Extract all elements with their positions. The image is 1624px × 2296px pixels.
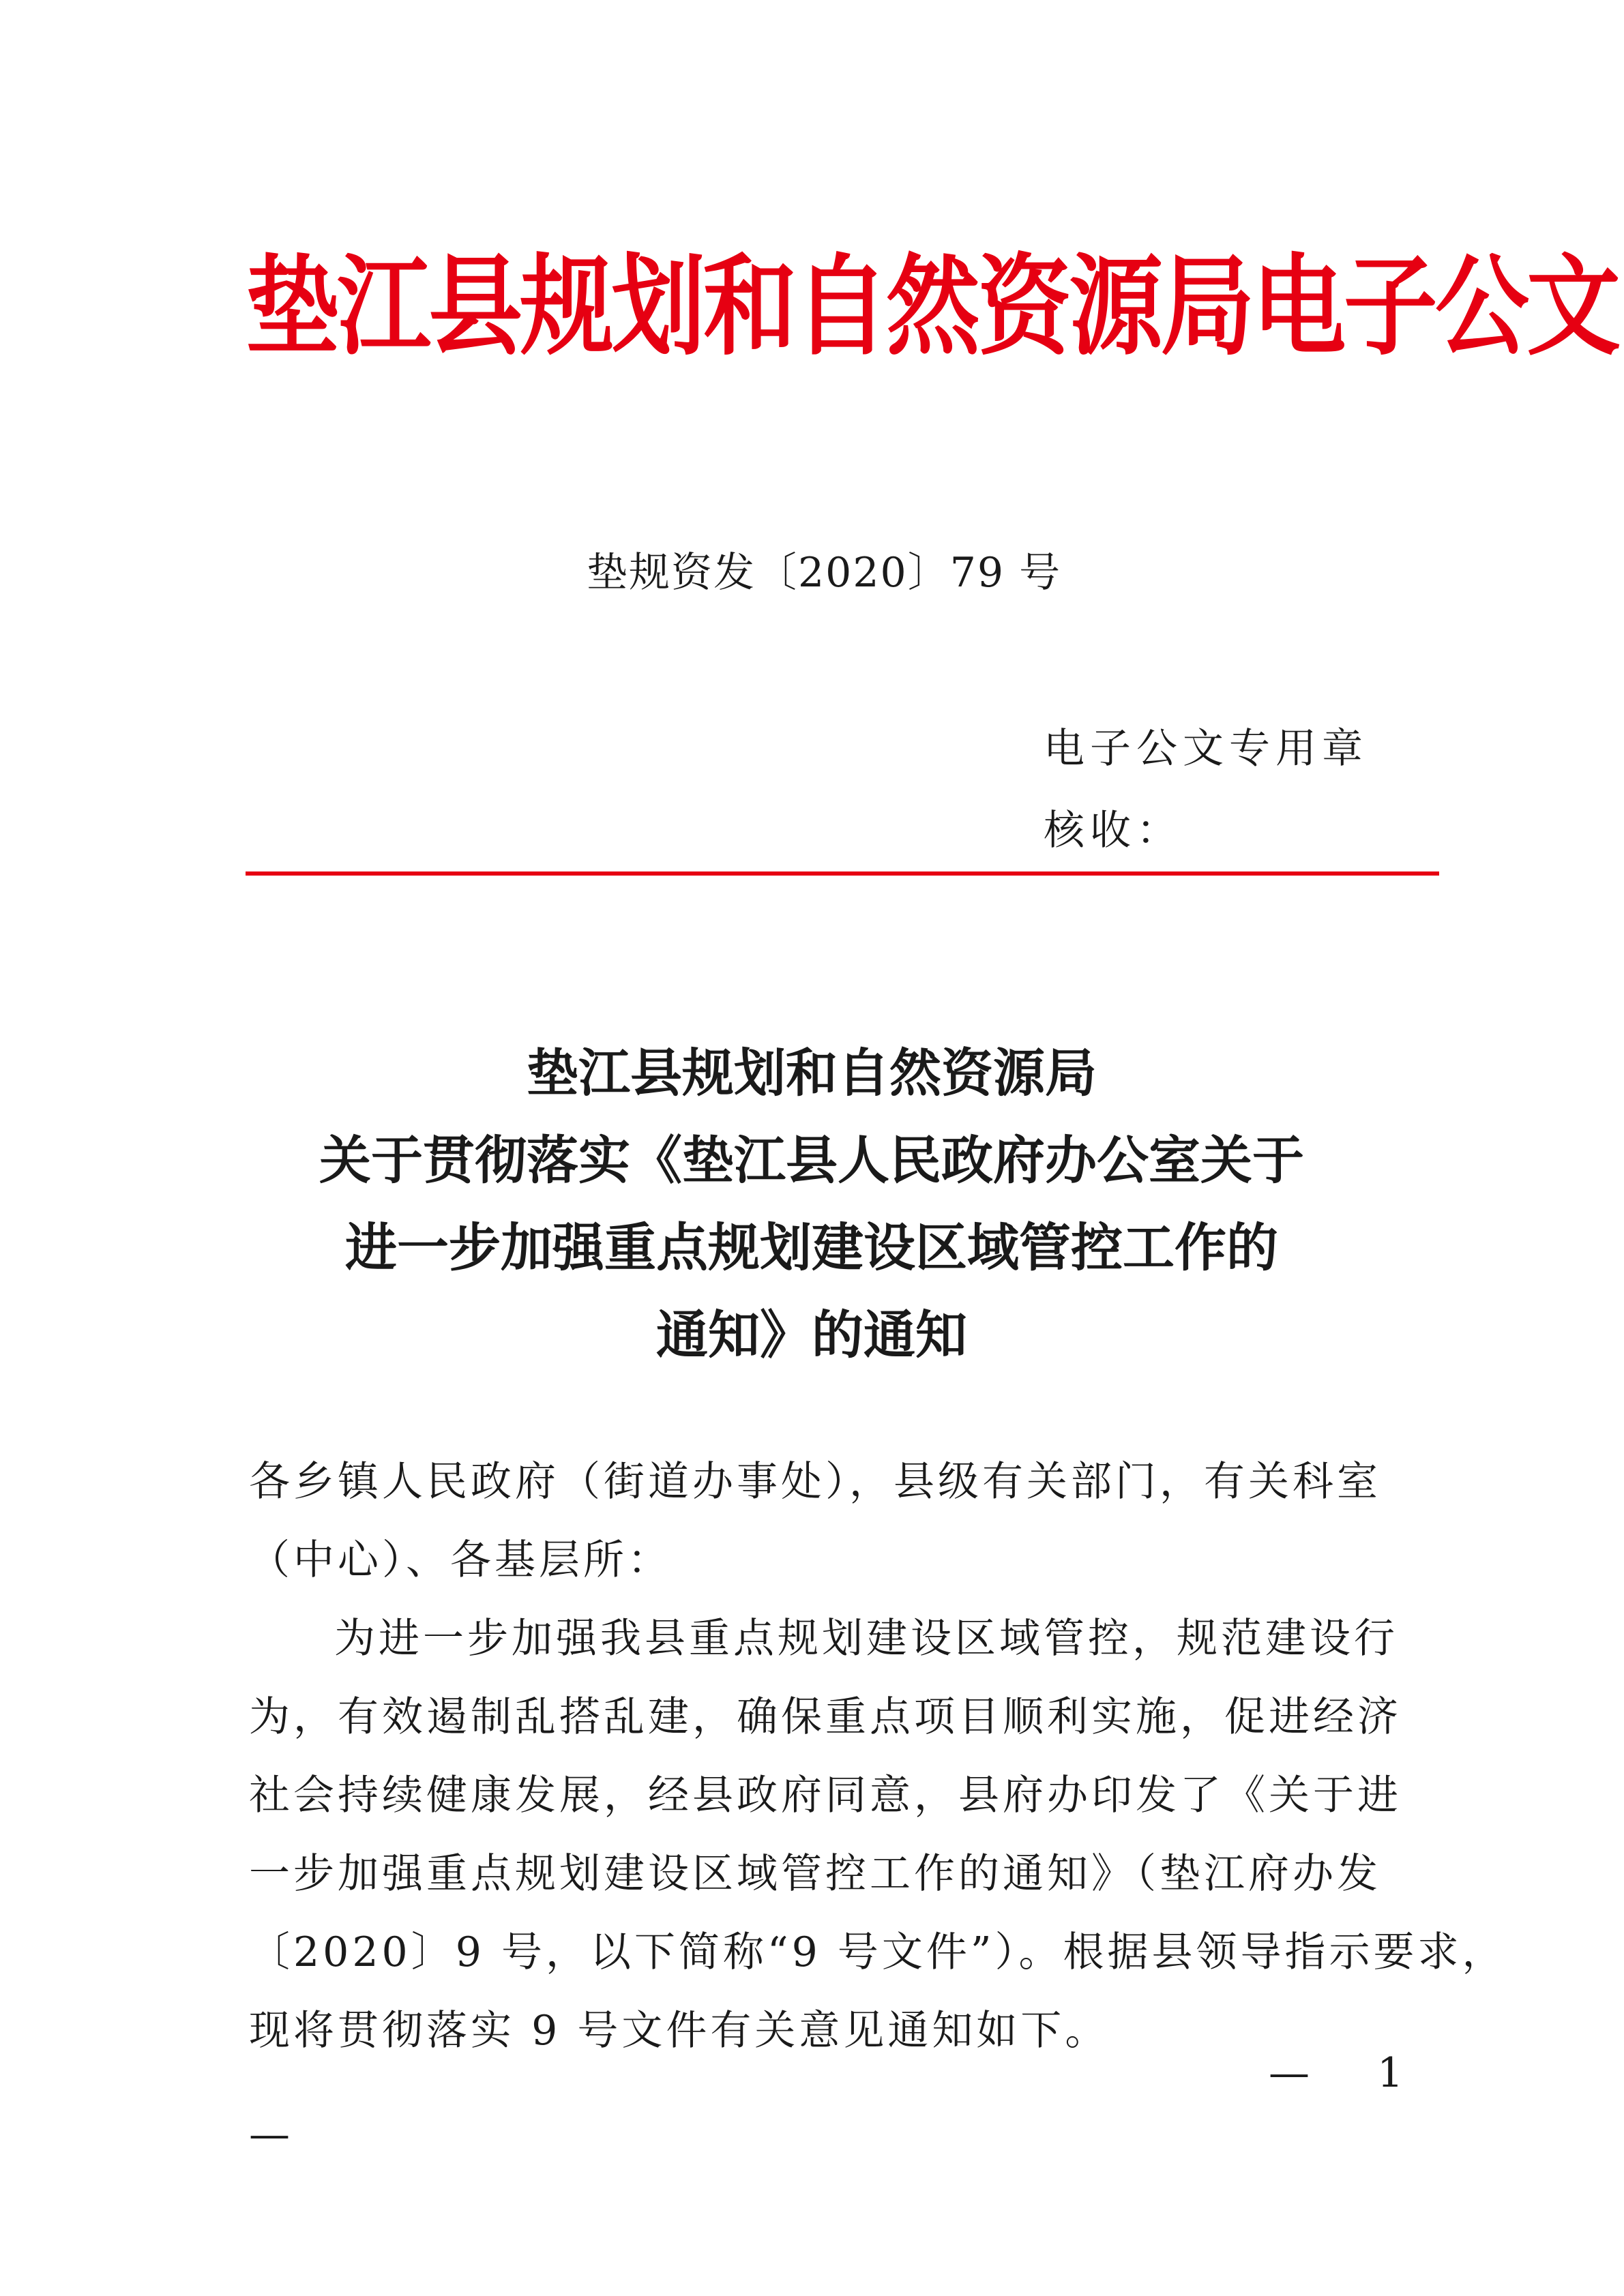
page-number-dash: — bbox=[249, 2111, 290, 2158]
seal-label: 电子公文专用章 bbox=[1044, 725, 1368, 773]
paragraph-line: 为，有效遏制乱搭乱建，确保重点项目顺利实施，促进经济 bbox=[249, 1693, 1402, 1741]
document-number: 垫规资发〔2020〕79 号 bbox=[587, 549, 1062, 597]
paragraph-line: 社会持续健康发展，经县政府同意，县府办印发了《关于进 bbox=[249, 1772, 1402, 1819]
document-title bbox=[205, 1030, 1419, 1379]
header-title: 垫江县规划和自然资源局电子公文 bbox=[246, 243, 1619, 370]
paragraph-line: 现将贯彻落实 9 号文件有关意见通知如下。 bbox=[249, 2007, 1110, 2055]
salutation-line: 各乡镇人民政府（街道办事处），县级有关部门，有关科室 bbox=[249, 1458, 1381, 1506]
document-body bbox=[249, 1443, 1507, 2070]
paragraph-line: 〔2020〕9 号，以下简称“9 号文件”）。根据县领导指示要求， bbox=[249, 1928, 1507, 1976]
title-line: 关于贯彻落实《垫江县人民政府办公室关于 bbox=[319, 1130, 1304, 1191]
title-line: 进一步加强重点规划建设区域管控工作的 bbox=[345, 1217, 1278, 1278]
salutation-line: （中心）、各基层所： bbox=[249, 1536, 672, 1584]
paragraph-line: 一步加强重点规划建设区域管控工作的通知》（垫江府办发 bbox=[249, 1850, 1381, 1898]
title-line: 通知》的通知 bbox=[656, 1304, 967, 1365]
receipt-label: 核收： bbox=[1044, 807, 1183, 854]
paragraph-line: 为进一步加强我县重点规划建设区域管控，规范建设行 bbox=[334, 1615, 1398, 1663]
page-number: — 1 bbox=[1269, 2049, 1431, 2097]
title-line: 垫江县规划和自然资源局 bbox=[527, 1043, 1097, 1103]
red-divider-line bbox=[246, 871, 1439, 876]
